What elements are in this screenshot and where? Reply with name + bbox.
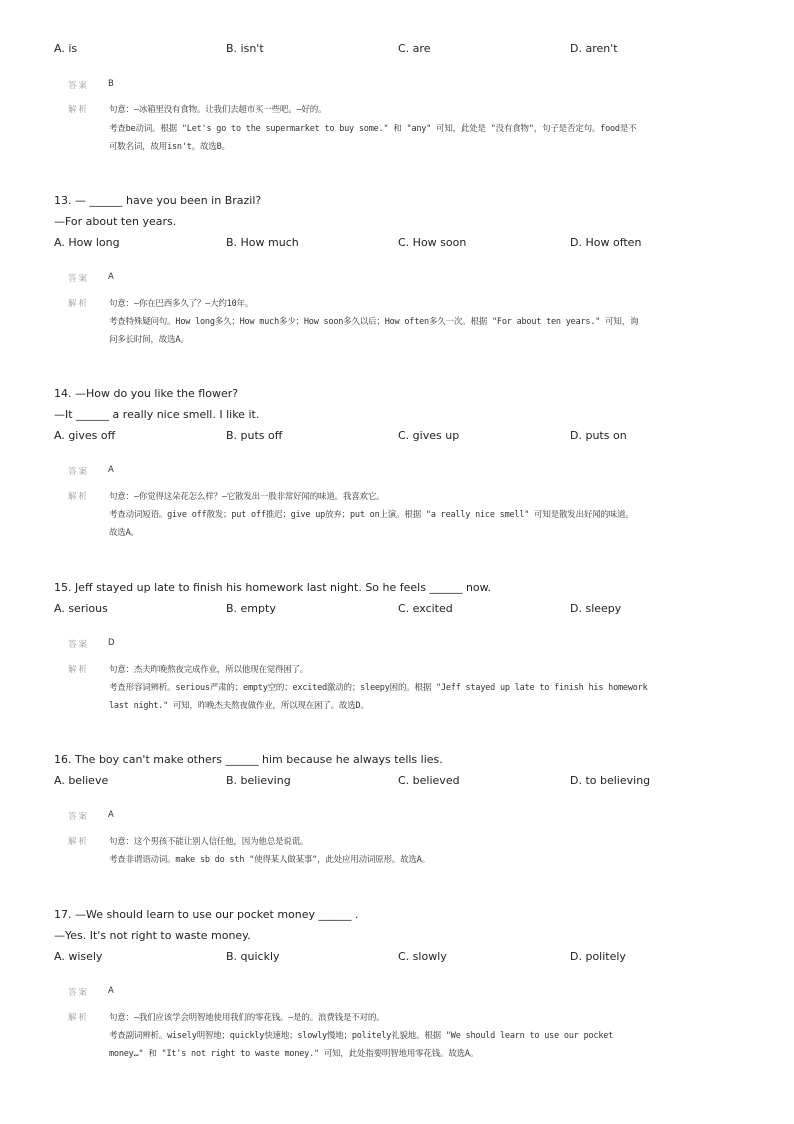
option-c: C. slowly (398, 950, 447, 963)
option-d: D. aren't (570, 42, 618, 55)
option-a: A. believe (54, 774, 109, 787)
option-d: D. puts on (570, 429, 627, 442)
option-d: D. politely (570, 950, 626, 963)
answer-label: 答案 (68, 467, 90, 477)
answer-label: 答案 (68, 81, 90, 91)
option-c: C. believed (398, 774, 460, 787)
option-b: B. empty (226, 602, 276, 615)
option-b: B. How much (226, 236, 299, 249)
option-c: C. gives up (398, 429, 460, 442)
analysis-line: 可数名词，故用isn't。故选B。 (109, 142, 230, 152)
analysis-label: 解析 (68, 492, 90, 502)
answer-value: A (108, 810, 114, 820)
analysis-line: 故选A。 (109, 528, 139, 538)
answer-label: 答案 (68, 274, 90, 284)
analysis-line: last night." 可知，昨晚杰夫熬夜做作业，所以现在困了。故选D。 (109, 701, 369, 711)
question-stem: 15. Jeff stayed up late to finish his homework last night. So he feels ______ now. (54, 581, 492, 594)
analysis-label: 解析 (68, 105, 90, 115)
answer-label: 答案 (68, 812, 90, 822)
option-c: C. are (398, 42, 431, 55)
analysis-label: 解析 (68, 1013, 90, 1023)
analysis-line: 考查be动词。根据 "Let's go to the supermarket to buy some." 和 "any" 可知，此处是 "没有食物"，句子是否定句。food是不 (109, 124, 637, 134)
answer-value: A (108, 986, 114, 996)
analysis-line: 考查形容词辨析。serious严肃的；empty空的；excited激动的；sleepy困的。根据 "Jeff stayed up late to finish his homework (109, 683, 648, 693)
option-d: D. How often (570, 236, 642, 249)
question-stem: 16. The boy can't make others ______ him because he always tells lies. (54, 753, 443, 766)
analysis-line: 考查特殊疑问句。How long多久；How much多少；How soon多久以后；How often多久一次。根据 "For about ten years." 可知，询 (109, 317, 639, 327)
option-c: C. How soon (398, 236, 467, 249)
analysis-line: 考查动词短语。give off散发；put off推迟；give up放弃；put on上演。根据 "a really nice smell" 可知是散发出好闻的味道。 (109, 510, 634, 520)
analysis-line: 考查副词辨析。wisely明智地；quickly快速地；slowly慢地；politely礼貌地。根据 "We should learn to use our pocket (109, 1031, 614, 1041)
option-a: A. is (54, 42, 78, 55)
option-a: A. serious (54, 602, 108, 615)
answer-value: D (108, 638, 115, 648)
analysis-line: 句意：—你觉得这朵花怎么样？—它散发出一股非常好闻的味道。我喜欢它。 (109, 492, 385, 502)
analysis-line: 句意：—冰箱里没有食物。让我们去超市买一些吧。—好的。 (109, 105, 327, 115)
answer-value: A (108, 272, 114, 282)
answer-label: 答案 (68, 640, 90, 650)
option-a: A. How long (54, 236, 120, 249)
option-c: C. excited (398, 602, 453, 615)
question-stem: 13. — ______ have you been in Brazil? (54, 194, 262, 207)
analysis-line: 问多长时间，故选A。 (109, 335, 189, 345)
option-b: B. believing (226, 774, 291, 787)
question-stem: —For about ten years. (54, 215, 177, 228)
option-a: A. gives off (54, 429, 116, 442)
option-a: A. wisely (54, 950, 103, 963)
analysis-label: 解析 (68, 837, 90, 847)
option-d: D. sleepy (570, 602, 622, 615)
analysis-line: 句意：—你在巴西多久了？—大约10年。 (109, 299, 254, 309)
analysis-label: 解析 (68, 299, 90, 309)
option-b: B. quickly (226, 950, 280, 963)
analysis-line: 考查非谓语动词。make sb do sth "使得某人做某事"，此处应用动词原形。故选A。 (109, 855, 430, 865)
option-d: D. to believing (570, 774, 651, 787)
analysis-line: money…" 和 "It's not right to waste money." 可知，此处指要明智地用零花钱。故选A。 (109, 1049, 479, 1059)
analysis-line: 句意：这个男孩不能让别人信任他，因为他总是说谎。 (109, 837, 309, 847)
question-stem: 17. —We should learn to use our pocket money ______ . (54, 908, 359, 921)
option-b: B. puts off (226, 429, 283, 442)
answer-value: A (108, 465, 114, 475)
question-stem: 14. —How do you like the flower? (54, 387, 239, 400)
answer-value: B (108, 79, 114, 89)
analysis-line: 句意：—我们应该学会明智地使用我们的零花钱。—是的。浪费钱是不对的。 (109, 1013, 385, 1023)
question-stem: —Yes. It's not right to waste money. (54, 929, 251, 942)
analysis-line: 句意：杰夫昨晚熬夜完成作业，所以他现在觉得困了。 (109, 665, 309, 675)
option-b: B. isn't (226, 42, 264, 55)
analysis-label: 解析 (68, 665, 90, 675)
answer-label: 答案 (68, 988, 90, 998)
question-stem: —It ______ a really nice smell. I like it. (54, 408, 260, 421)
